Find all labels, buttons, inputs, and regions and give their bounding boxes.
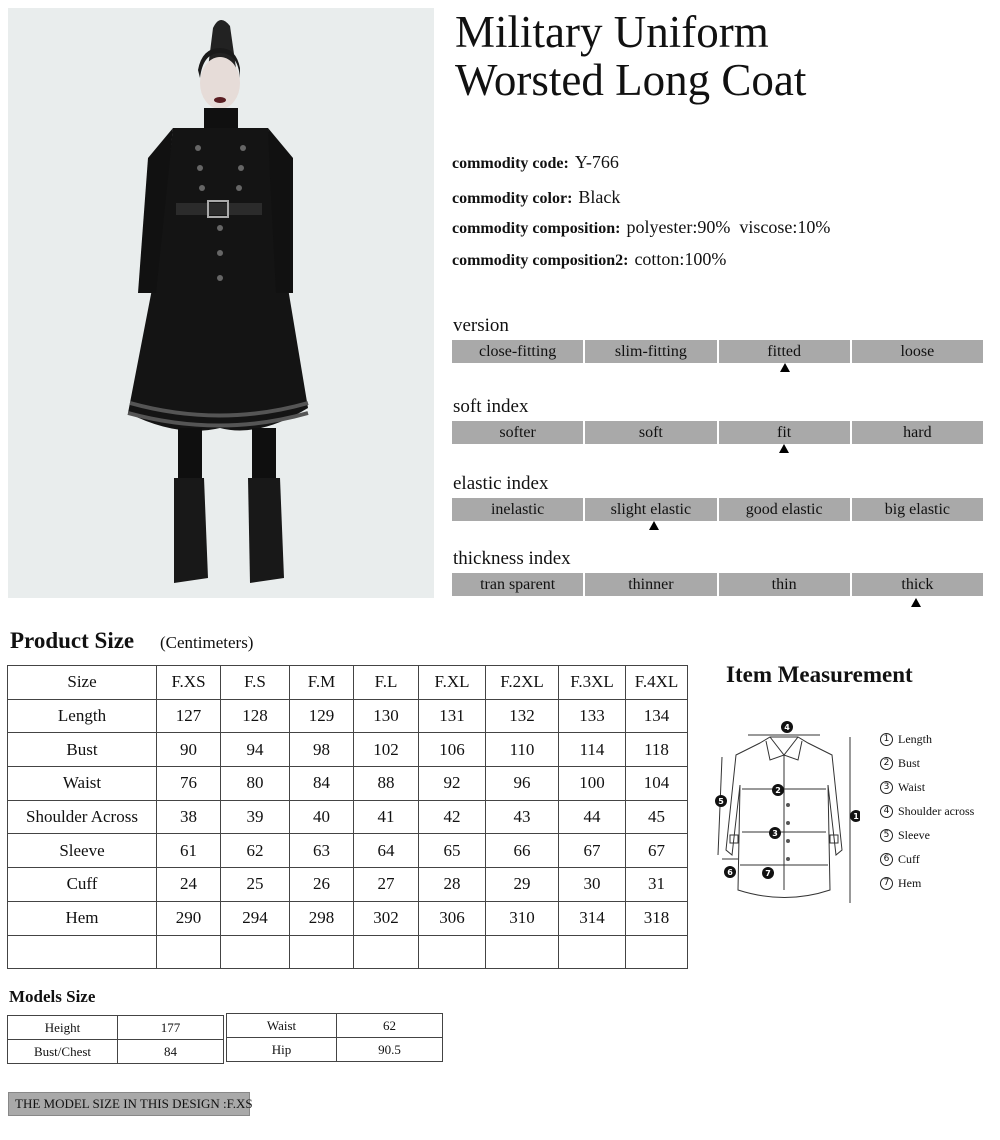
size-value-cell: 67 [626, 834, 688, 868]
spec-composition2-value: cotton:100% [634, 249, 727, 269]
svg-text:5: 5 [718, 797, 724, 806]
legend-item [880, 751, 974, 775]
size-value-cell: 63 [290, 834, 354, 868]
model-height-label: Height [8, 1016, 118, 1040]
size-value-cell: 31 [626, 868, 688, 902]
measure-name-cell: Bust [8, 733, 157, 767]
size-value-cell: 62 [221, 834, 290, 868]
size-value-cell: 318 [626, 901, 688, 935]
size-value-cell: 38 [157, 800, 221, 834]
model-hip-label: Hip [227, 1038, 337, 1062]
product-title-line2: Worsted Long Coat [455, 55, 807, 105]
model-hip-value: 90.5 [337, 1038, 443, 1062]
table-row [227, 1038, 443, 1062]
size-value-cell: 64 [354, 834, 419, 868]
size-header-cell: F.4XL [626, 666, 688, 700]
svg-text:7: 7 [765, 869, 771, 878]
size-header-cell: F.XS [157, 666, 221, 700]
product-photo [8, 8, 434, 598]
size-header-cell: F.S [221, 666, 290, 700]
legend-item [880, 727, 974, 751]
legend-item [880, 823, 974, 847]
size-value-cell: 94 [221, 733, 290, 767]
size-value-cell: 45 [626, 800, 688, 834]
model-waist-label: Waist [227, 1014, 337, 1038]
table-row [8, 699, 688, 733]
table-row [8, 1040, 224, 1064]
measurement-legend [880, 727, 974, 895]
size-value-cell [486, 935, 559, 969]
size-header-cell: F.XL [419, 666, 486, 700]
thickness-index-scale [452, 573, 983, 596]
size-value-cell: 298 [290, 901, 354, 935]
product-title-line1: Military Uniform [455, 7, 769, 57]
table-row [8, 868, 688, 902]
size-value-cell: 130 [354, 699, 419, 733]
svg-text:6: 6 [727, 868, 733, 877]
size-value-cell: 302 [354, 901, 419, 935]
size-value-cell: 80 [221, 767, 290, 801]
size-value-cell: 39 [221, 800, 290, 834]
soft-index-option: softer [452, 421, 583, 444]
size-value-cell: 42 [419, 800, 486, 834]
size-value-cell: 27 [354, 868, 419, 902]
legend-label: Waist [898, 779, 926, 794]
version-indicator-icon [780, 363, 790, 372]
size-value-cell: 110 [486, 733, 559, 767]
spec-composition2 [452, 249, 726, 270]
spec-code-label: commodity code: [452, 155, 569, 172]
elastic-index-label: elastic index [453, 473, 549, 494]
item-measurement-title: Item Measurement [726, 662, 913, 687]
model-size-note: THE MODEL SIZE IN THIS DESIGN :F.XS [8, 1092, 250, 1116]
table-row [8, 1016, 224, 1040]
legend-number-icon: 7 [880, 877, 893, 890]
legend-label: Hem [898, 875, 922, 890]
measure-name-cell: Hem [8, 901, 157, 935]
svg-text:2: 2 [775, 786, 781, 795]
size-value-cell: 100 [559, 767, 626, 801]
size-value-cell: 61 [157, 834, 221, 868]
legend-item [880, 775, 974, 799]
elastic-index-option: big elastic [852, 498, 983, 521]
version-option: loose [852, 340, 983, 363]
size-value-cell: 67 [559, 834, 626, 868]
legend-item [880, 871, 974, 895]
models-size-title: Models Size [9, 987, 96, 1006]
legend-item [880, 847, 974, 871]
spec-code [452, 152, 619, 173]
size-header-row [8, 666, 688, 700]
spec-composition-value: polyester:90% viscose:10% [626, 217, 831, 237]
model-waist-value: 62 [337, 1014, 443, 1038]
soft-index-label: soft index [453, 396, 529, 417]
size-value-cell [290, 935, 354, 969]
legend-label: Sleeve [898, 827, 930, 842]
version-option: close-fitting [452, 340, 583, 363]
size-value-cell: 28 [419, 868, 486, 902]
elastic-index-option: inelastic [452, 498, 583, 521]
legend-number-icon: 5 [880, 829, 893, 842]
spec-color [452, 187, 620, 208]
model-height-value: 177 [118, 1016, 224, 1040]
spec-composition2-label: commodity composition2: [452, 252, 629, 269]
model-in-coat-illustration [8, 8, 434, 598]
size-value-cell: 128 [221, 699, 290, 733]
size-value-cell: 290 [157, 901, 221, 935]
size-value-cell: 41 [354, 800, 419, 834]
size-table [7, 665, 688, 969]
size-header-cell: F.L [354, 666, 419, 700]
size-value-cell: 104 [626, 767, 688, 801]
legend-number-icon: 2 [880, 757, 893, 770]
table-row [8, 834, 688, 868]
legend-label: Cuff [898, 851, 920, 866]
legend-number-icon: 6 [880, 853, 893, 866]
size-value-cell: 131 [419, 699, 486, 733]
thickness-index-option: thinner [585, 573, 716, 596]
thickness-index-option: tran sparent [452, 573, 583, 596]
size-value-cell: 25 [221, 868, 290, 902]
size-value-cell: 90 [157, 733, 221, 767]
thickness-index-option: thin [719, 573, 850, 596]
table-row [8, 733, 688, 767]
size-value-cell: 306 [419, 901, 486, 935]
model-bust-label: Bust/Chest [8, 1040, 118, 1064]
size-value-cell: 129 [290, 699, 354, 733]
size-value-cell: 127 [157, 699, 221, 733]
table-row [8, 901, 688, 935]
size-header-cell: F.M [290, 666, 354, 700]
elastic-index-option: good elastic [719, 498, 850, 521]
size-value-cell: 26 [290, 868, 354, 902]
legend-label: Shoulder across [898, 803, 975, 818]
coat-measurement-diagram [710, 715, 860, 910]
elastic-index-indicator-icon [649, 521, 659, 530]
measure-name-cell: Waist [8, 767, 157, 801]
product-title [455, 8, 806, 104]
size-value-cell: 88 [354, 767, 419, 801]
spec-color-label: commodity color: [452, 190, 573, 207]
size-value-cell: 134 [626, 699, 688, 733]
size-value-cell: 30 [559, 868, 626, 902]
size-value-cell: 314 [559, 901, 626, 935]
legend-number-icon: 4 [880, 805, 893, 818]
size-header-cell: F.3XL [559, 666, 626, 700]
size-value-cell [354, 935, 419, 969]
size-header-cell: Size [8, 666, 157, 700]
models-size-table-left [7, 1015, 224, 1064]
spec-composition-label: commodity composition: [452, 220, 621, 237]
size-value-cell: 132 [486, 699, 559, 733]
legend-number-icon: 3 [880, 781, 893, 794]
table-row [227, 1014, 443, 1038]
size-value-cell: 40 [290, 800, 354, 834]
legend-number-icon: 1 [880, 733, 893, 746]
measure-name-cell: Length [8, 699, 157, 733]
size-value-cell: 24 [157, 868, 221, 902]
size-value-cell: 133 [559, 699, 626, 733]
legend-item [880, 799, 974, 823]
thickness-index-option: thick [852, 573, 983, 596]
product-size-unit: (Centimeters) [160, 633, 254, 652]
size-value-cell: 65 [419, 834, 486, 868]
measure-name-cell: Cuff [8, 868, 157, 902]
size-value-cell: 106 [419, 733, 486, 767]
legend-label: Bust [898, 755, 921, 770]
soft-index-scale [452, 421, 983, 444]
table-row [8, 800, 688, 834]
soft-index-option: fit [719, 421, 850, 444]
model-bust-value: 84 [118, 1040, 224, 1064]
svg-text:4: 4 [784, 723, 790, 732]
svg-text:1: 1 [853, 812, 859, 821]
version-scale [452, 340, 983, 363]
soft-index-option: hard [852, 421, 983, 444]
table-row [8, 767, 688, 801]
product-size-title: Product Size [10, 628, 135, 653]
soft-index-option: soft [585, 421, 716, 444]
version-option: fitted [719, 340, 850, 363]
spec-composition [452, 217, 830, 238]
size-value-cell: 43 [486, 800, 559, 834]
size-value-cell [626, 935, 688, 969]
spec-color-value: Black [578, 187, 621, 207]
size-value-cell: 84 [290, 767, 354, 801]
size-value-cell: 114 [559, 733, 626, 767]
spec-code-value: Y-766 [574, 152, 619, 172]
version-option: slim-fitting [585, 340, 716, 363]
elastic-index-scale [452, 498, 983, 521]
size-value-cell: 102 [354, 733, 419, 767]
size-value-cell: 44 [559, 800, 626, 834]
elastic-index-option: slight elastic [585, 498, 716, 521]
soft-index-indicator-icon [779, 444, 789, 453]
legend-label: Length [898, 731, 932, 746]
measure-name-cell [8, 935, 157, 969]
size-header-cell: F.2XL [486, 666, 559, 700]
size-value-cell [221, 935, 290, 969]
thickness-index-label: thickness index [453, 548, 571, 569]
thickness-index-indicator-icon [911, 598, 921, 607]
version-label: version [453, 315, 509, 336]
size-value-cell: 76 [157, 767, 221, 801]
size-value-cell: 29 [486, 868, 559, 902]
size-value-cell: 66 [486, 834, 559, 868]
size-value-cell [157, 935, 221, 969]
size-value-cell [419, 935, 486, 969]
size-value-cell: 92 [419, 767, 486, 801]
size-value-cell [559, 935, 626, 969]
size-value-cell: 294 [221, 901, 290, 935]
size-value-cell: 96 [486, 767, 559, 801]
measure-name-cell: Sleeve [8, 834, 157, 868]
table-row [8, 935, 688, 969]
size-value-cell: 98 [290, 733, 354, 767]
measure-name-cell: Shoulder Across [8, 800, 157, 834]
size-value-cell: 118 [626, 733, 688, 767]
svg-text:3: 3 [772, 829, 778, 838]
size-value-cell: 310 [486, 901, 559, 935]
models-size-table-right [226, 1013, 443, 1062]
